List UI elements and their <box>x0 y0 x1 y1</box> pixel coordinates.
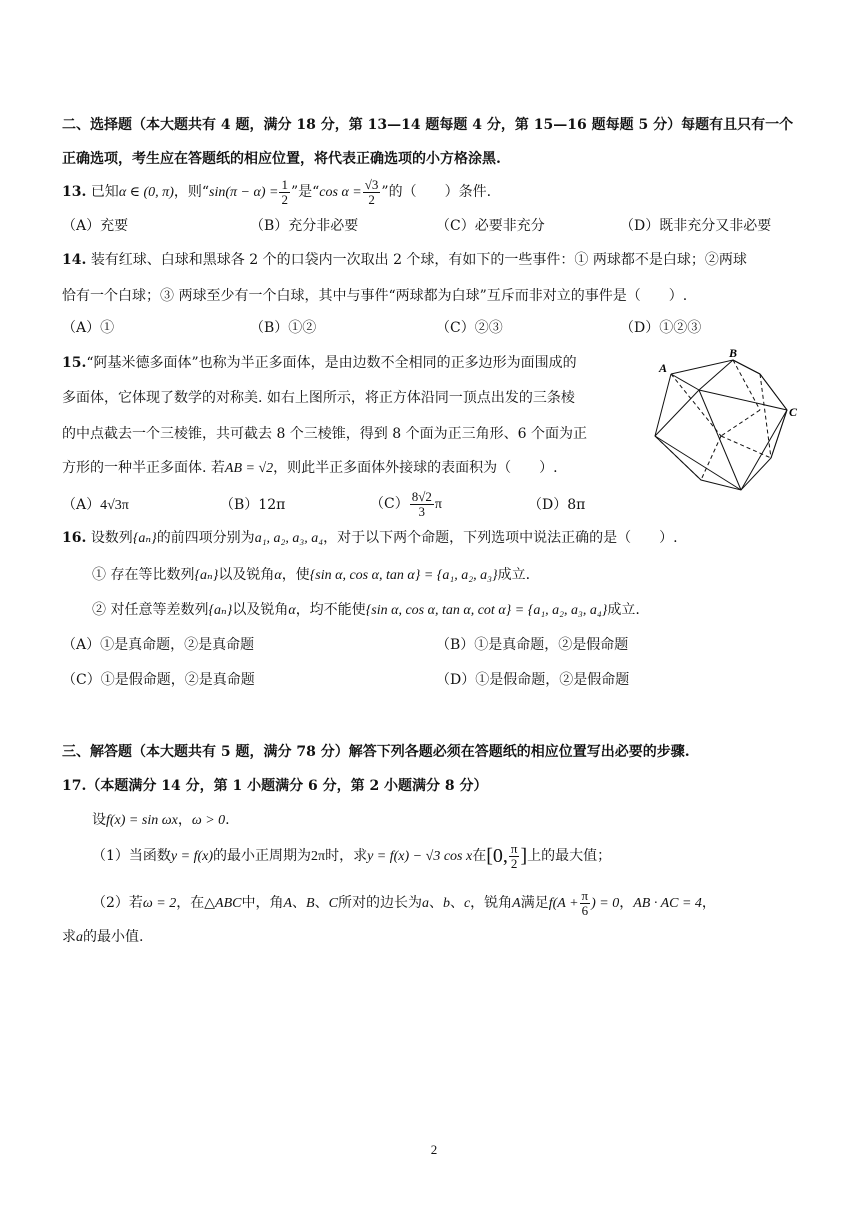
q15-option-a[interactable]: （A）4√3π <box>62 497 129 513</box>
question-17-part-2-line2: 求a的最小值. <box>62 929 144 945</box>
question-15-line2: 多面体，它体现了数学的对称美. 如右上图所示，将正方体沿同一顶点出发的三条棱 <box>62 390 575 406</box>
q15-option-d[interactable]: （D）8π <box>528 497 586 513</box>
math: sin(π − α) = <box>209 185 279 201</box>
question-15-line3: 的中点截去一个三棱锥，共可截去 8 个三棱锥，得到 8 个面为正三角形、6 个面为正 <box>62 426 587 442</box>
question-16-statement-2: ② 对任意等差数列{aₙ}以及锐角α，均不能使{sin α, cos α, tan α, cot α} = {a₁, a₂, a₃, a₄}成立. <box>92 602 640 618</box>
q14-option-a[interactable]: （A）① <box>62 320 115 336</box>
question-number: 16. <box>62 530 87 546</box>
q13-option-c[interactable]: （C）必要非充分 <box>436 218 545 234</box>
question-number: 13. <box>62 184 87 201</box>
section-3-heading: 三、解答题（本大题共有 5 题，满分 78 分）解答下列各题必须在答题纸的相应位置写出必要的步骤. <box>62 744 690 760</box>
cuboctahedron-figure <box>645 346 803 498</box>
question-17-part-1: （1）当函数y = f(x)的最小正周期为2π时，求y = f(x) − √3 cos x在[0, $\frac{\pi}{2}$ ]上的最大值； <box>92 841 612 871</box>
math: α ∈ (0, π) <box>118 185 174 201</box>
section-2-heading-line1: 二、选择题（本大题共有 4 题，满分 18 分，第 13—14 题每题 4 分，第 15—16 题每题 5 分）每题有且只有一个 <box>62 117 794 133</box>
vertex-label-c: C <box>789 405 798 419</box>
q14-option-b[interactable]: （B）①② <box>250 320 317 336</box>
q16-option-a[interactable]: （A）①是真命题，②是真命题 <box>62 637 255 653</box>
math: cos α = <box>319 185 362 201</box>
q16-option-d[interactable]: （D）①是假命题，②是假命题 <box>436 672 630 688</box>
question-16-stem: 16. 设数列{aₙ}的前四项分别为a₁, a₂, a₃, a₄，对于以下两个命题，下列选项中说法正确的是（ ）. <box>62 530 678 546</box>
q15-option-c[interactable]: （C） $\frac{8√2}{3}$ π <box>370 489 442 519</box>
section-2-heading-line2: 正确选项，考生应在答题纸的相应位置，将代表正确选项的小方格涂黑. <box>62 151 501 167</box>
question-14-line1: 14. 装有红球、白球和黑球各 2 个的口袋内一次取出 2 个球，有如下的一些事件：① 两球都不是白球；②两球 <box>62 252 747 268</box>
math: AB = √2 <box>224 461 274 476</box>
q16-option-b[interactable]: （B）①是真命题，②是假命题 <box>436 637 629 653</box>
q13-option-d[interactable]: （D）既非充分又非必要 <box>620 218 772 234</box>
fraction: $\frac{√3}{2}$ <box>364 177 379 207</box>
question-17-header: 17.（本题满分 14 分，第 1 小题满分 6 分，第 2 小题满分 8 分） <box>62 778 488 794</box>
page-number: 2 <box>430 1142 438 1157</box>
vertex-label-b: B <box>729 346 738 360</box>
question-15-line4: 方形的一种半正多面体. 若AB = √2，则此半正多面体外接球的表面积为（ ）. <box>62 460 558 476</box>
question-number: 14. <box>62 252 87 268</box>
q14-option-d[interactable]: （D）①②③ <box>620 320 702 336</box>
question-17-part-2: （2）若ω = 2，在△ABC中，角A、B、C所对的边长为a、b、c，锐角A满足f(A + $\frac{\pi}{6}$ ) = 0，AB · AC = 4， <box>92 888 716 918</box>
vertex-label-a: A <box>659 361 668 375</box>
q14-option-c[interactable]: （C）②③ <box>436 320 503 336</box>
q13-option-b[interactable]: （B）充分非必要 <box>250 218 359 234</box>
question-15-line1: 15.“阿基米德多面体”也称为半正多面体，是由边数不全相同的正多边形为面围成的 <box>62 355 577 371</box>
q15-option-b[interactable]: （B）12π <box>220 497 286 513</box>
q13-option-a[interactable]: （A）充要 <box>62 218 129 234</box>
question-number: 15. <box>62 355 87 371</box>
question-17-setup: 设f(x) = sin ωx，ω > 0. <box>92 812 230 828</box>
q16-option-c[interactable]: （C）①是假命题，②是真命题 <box>62 672 255 688</box>
question-13-stem: 13. 已知α ∈ (0, π)，则“sin(π − α) = $\frac{1}{2}$ ”是“cos α = $\frac{√3}{2}$ ”的（ ）条件. <box>62 177 492 207</box>
question-16-statement-1: ① 存在等比数列{aₙ}以及锐角α，使{sin α, cos α, tan α} = {a₁, a₂, a₃}成立. <box>92 567 531 583</box>
fraction: $\frac{1}{2}$ <box>281 177 288 207</box>
question-14-line2: 恰有一个白球；③ 两球至少有一个白球，其中与事件“两球都为白球”互斥而非对立的事件是（ ）. <box>62 288 688 304</box>
